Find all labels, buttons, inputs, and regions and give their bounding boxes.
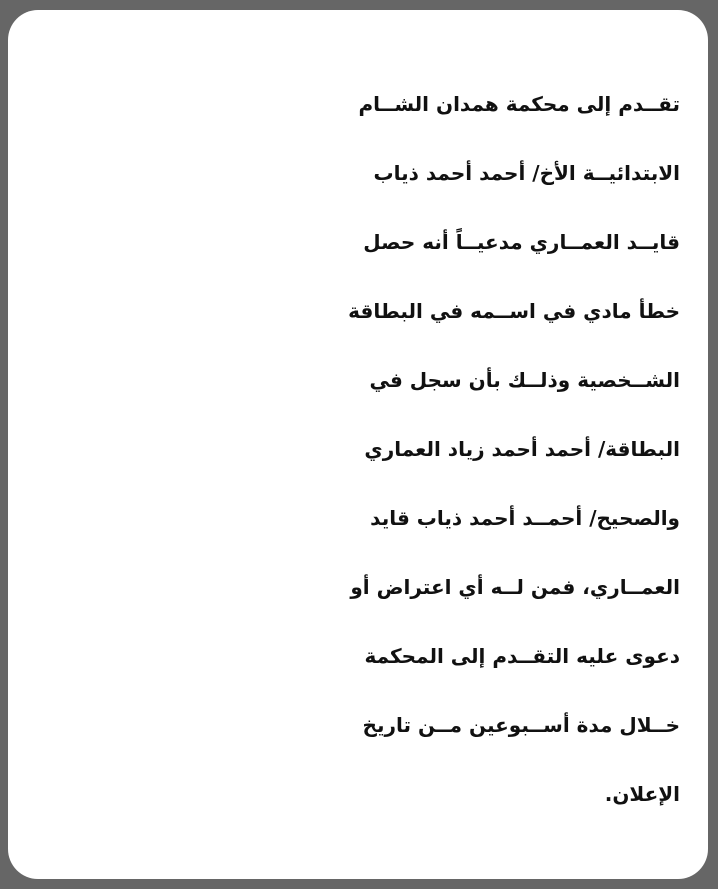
notice-line: العمــاري، فمن لــه أي اعتراض أو [350,575,680,599]
notice-line: تقــدم إلى محكمة همدان الشــام [358,92,680,116]
notice-line: قايــد العمــاري مدعيــاً أنه حصل [363,230,680,254]
notice-line: والصحيح/ أحمــد أحمد ذياب قايد [370,506,680,530]
notice-line: الإعلان. [604,782,680,806]
notice-box [8,10,708,879]
notice-line: خــلال مدة أســبوعين مــن تاريخ [362,713,680,737]
notice-text [8,70,680,829]
notice-line: البطاقة/ أحمد أحمد زياد العماري [364,437,680,461]
notice-line: الابتدائيــة الأخ/ أحمد أحمد ذياب [373,161,680,185]
notice-line: دعوى عليه التقــدم إلى المحكمة [364,644,680,668]
notice-line: خطأ مادي في اســمه في البطاقة [348,299,680,323]
notice-line: الشــخصية وذلــك بأن سجل في [369,368,680,392]
